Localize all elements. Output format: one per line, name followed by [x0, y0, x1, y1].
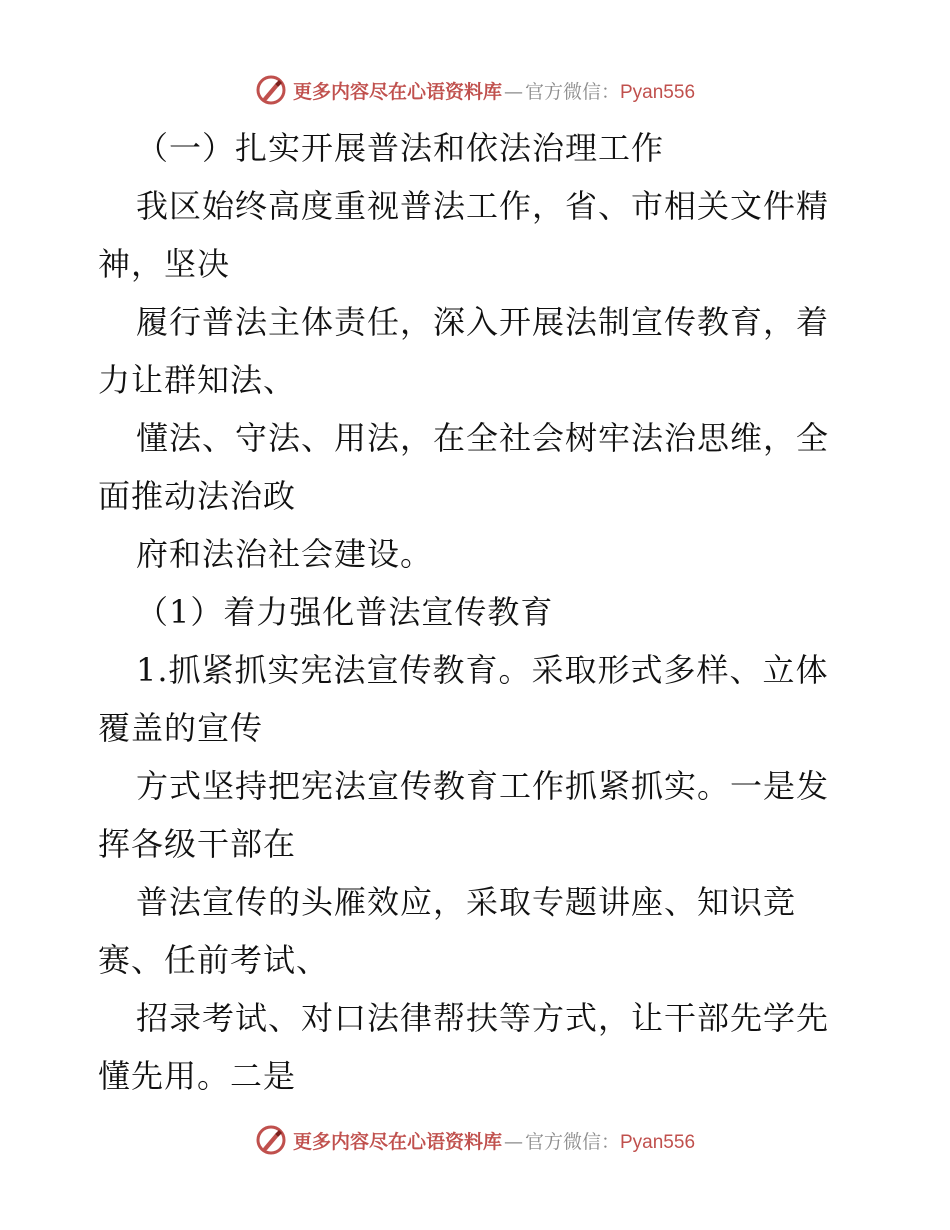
- banner-main-text: 更多内容尽在心语资料库: [292, 80, 502, 103]
- paragraph-line: 方式坚持把宪法宣传教育工作抓紧抓实。一是发: [136, 767, 830, 805]
- banner-wechat-label: 官方微信：: [524, 80, 620, 103]
- pen-circle-logo-icon: [255, 74, 287, 106]
- subsection-heading: （1）着力强化普法宣传教育: [136, 593, 554, 631]
- paragraph-line: 懂法、守法、用法，在全社会树牢法治思维，全: [136, 419, 830, 457]
- paragraph-line: 招录考试、对口法律帮扶等方式，让干部先学先: [136, 999, 830, 1037]
- paragraph-line: 普法宣传的头雁效应，采取专题讲座、知识竞: [136, 883, 797, 921]
- banner-separator: —: [503, 1130, 523, 1153]
- banner-wechat-id: Pyan556: [620, 81, 696, 103]
- paragraph-line: 力让群知法、: [98, 361, 297, 399]
- paragraph-line: 履行普法主体责任，深入开展法制宣传教育，着: [136, 303, 830, 341]
- header-banner: [0, 70, 950, 110]
- paragraph-line: 我区始终高度重视普法工作，省、市相关文件精: [136, 187, 830, 225]
- banner-main-text: 更多内容尽在心语资料库: [292, 1130, 502, 1153]
- section-heading: （一）扎实开展普法和依法治理工作: [136, 129, 665, 167]
- paragraph-line: 赛、任前考试、: [98, 941, 330, 979]
- paragraph-line: 懂先用。二是: [98, 1057, 297, 1095]
- paragraph-line: 府和法治社会建设。: [136, 535, 434, 573]
- banner-text: [293, 77, 695, 104]
- paragraph-line: 1.抓紧抓实宪法宣传教育。采取形式多样、立体: [136, 651, 829, 689]
- banner-text: [293, 1127, 695, 1154]
- paragraph-line: 挥各级干部在: [98, 825, 297, 863]
- banner-wechat-label: 官方微信：: [524, 1130, 620, 1153]
- paragraph-line: 神，坚决: [98, 245, 231, 283]
- paragraph-line: 面推动法治政: [98, 477, 297, 515]
- pen-circle-logo-icon: [255, 1124, 287, 1156]
- footer-banner: [0, 1120, 950, 1160]
- banner-separator: —: [503, 80, 523, 103]
- banner-wechat-id: Pyan556: [620, 1131, 696, 1153]
- paragraph-line: 覆盖的宣传: [98, 709, 264, 747]
